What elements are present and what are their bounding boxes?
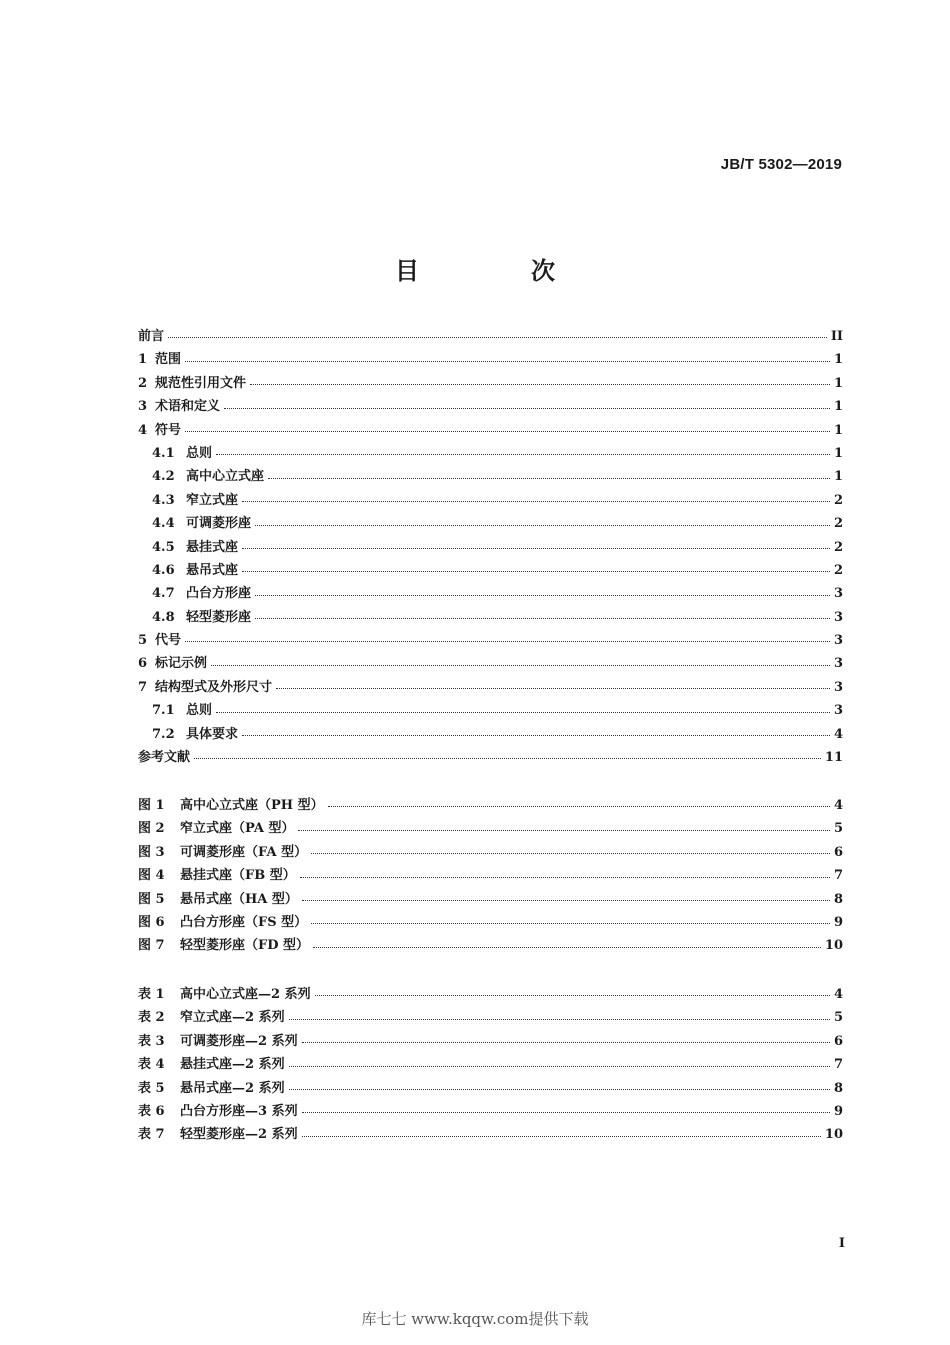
entry-page: 4 <box>833 987 843 1002</box>
dot-leader <box>311 922 830 924</box>
entry-label: 术语和定义 <box>155 399 221 415</box>
entry-label: 参考文献 <box>138 750 191 766</box>
entry-label: 悬挂式座—2 系列 <box>180 1057 285 1073</box>
entry-label: 可调菱形座 <box>186 516 252 532</box>
entry-label: 具体要求 <box>186 726 239 742</box>
entry-number: 图 1 <box>138 798 165 813</box>
standard-code: JB/T 5302—2019 <box>720 156 842 173</box>
dot-leader <box>289 1018 830 1020</box>
entry-number: 表 6 <box>138 1103 165 1119</box>
table-entry[interactable] <box>138 1100 843 1123</box>
dot-leader <box>224 407 830 409</box>
entry-label: 可调菱形座—2 系列 <box>180 1033 298 1049</box>
entry-page: 2 <box>833 539 843 555</box>
entry-page: 1 <box>833 445 843 461</box>
table-entry[interactable] <box>138 1030 843 1053</box>
entry-label: 窄立式座—2 系列 <box>180 1010 285 1026</box>
entry-label: 轻型菱形座—2 系列 <box>180 1127 298 1143</box>
toc-entry[interactable] <box>138 536 843 559</box>
dot-leader <box>255 594 830 596</box>
toc-entry[interactable] <box>138 559 843 582</box>
table-entry[interactable] <box>138 1006 843 1029</box>
entry-label: 悬吊式座（HA 型） <box>180 891 298 907</box>
toc-sections <box>138 325 843 769</box>
toc-figures <box>138 794 843 958</box>
entry-number: 表 5 <box>138 1080 165 1096</box>
entry-label: 悬挂式座（FB 型） <box>180 868 296 884</box>
entry-number: 4.5 <box>152 539 175 555</box>
toc-entry[interactable] <box>138 395 843 418</box>
entry-label: 结构型式及外形尺寸 <box>155 679 273 695</box>
dot-leader <box>255 617 830 619</box>
entry-label: 总则 <box>186 445 213 461</box>
dot-leader <box>289 1065 830 1067</box>
entry-page: 3 <box>833 656 843 672</box>
dot-leader <box>276 687 830 689</box>
dot-leader <box>298 829 830 831</box>
entry-page: 3 <box>833 703 843 719</box>
figure-entry[interactable] <box>138 817 843 840</box>
entry-page: 9 <box>833 1103 843 1119</box>
toc-entry[interactable] <box>138 723 843 746</box>
entry-number: 4.4 <box>152 516 175 532</box>
entry-page: 6 <box>833 844 843 860</box>
dot-leader <box>302 1041 830 1043</box>
entry-number: 表 3 <box>138 1033 165 1049</box>
entry-number: 图 5 <box>138 891 165 907</box>
entry-label: 代号 <box>155 633 182 649</box>
dot-leader <box>185 430 830 432</box>
entry-number: 4.8 <box>152 609 175 625</box>
entry-page: 7 <box>833 1057 843 1073</box>
entry-page: 7 <box>833 868 843 884</box>
entry-label: 轻型菱形座 <box>186 609 252 625</box>
entry-label: 窄立式座 <box>186 492 239 508</box>
entry-label: 悬吊式座 <box>186 562 239 578</box>
entry-label: 凸台方形座（FS 型） <box>180 914 308 930</box>
dot-leader <box>216 453 830 455</box>
entry-number: 7.1 <box>152 703 175 719</box>
entry-page: 6 <box>833 1033 843 1049</box>
entry-number: 图 2 <box>138 821 165 837</box>
entry-number: 1 <box>138 352 148 368</box>
entry-label: 前言 <box>138 329 165 344</box>
download-footer: 库七七 www.kqqw.com提供下载 <box>361 1310 589 1328</box>
entry-label: 凸台方形座 <box>186 586 252 602</box>
entry-number: 表 1 <box>138 987 165 1002</box>
dot-leader <box>268 477 830 479</box>
entry-label: 标记示例 <box>155 656 208 672</box>
toc-entry[interactable] <box>138 629 843 652</box>
dot-leader <box>302 1111 830 1113</box>
figure-entry[interactable] <box>138 794 843 817</box>
entry-number: 4.1 <box>152 445 175 461</box>
dot-leader <box>194 757 821 759</box>
toc-entry[interactable] <box>138 676 843 699</box>
dot-leader <box>242 734 830 736</box>
dot-leader <box>168 336 827 338</box>
toc-entry[interactable] <box>138 512 843 535</box>
entry-page: 1 <box>833 399 843 415</box>
entry-number: 图 3 <box>138 844 165 860</box>
entry-page: 2 <box>833 562 843 578</box>
toc-entry[interactable] <box>138 348 843 371</box>
entry-page: 1 <box>833 422 843 438</box>
entry-page: 9 <box>833 914 843 930</box>
entry-page: 5 <box>833 821 843 837</box>
toc-entry[interactable] <box>138 606 843 629</box>
entry-page: 10 <box>824 938 843 954</box>
toc-entry[interactable] <box>138 582 843 605</box>
figure-entry[interactable] <box>138 864 843 887</box>
dot-leader <box>242 547 830 549</box>
dot-leader <box>302 1135 821 1137</box>
entry-number: 表 7 <box>138 1127 165 1143</box>
entry-page: 3 <box>833 633 843 649</box>
dot-leader <box>242 570 830 572</box>
entry-page: 10 <box>824 1127 843 1143</box>
dot-leader <box>185 360 830 362</box>
entry-number: 4.2 <box>152 469 175 485</box>
toc-entry[interactable] <box>138 442 843 465</box>
dot-leader <box>289 1088 830 1090</box>
entry-label: 高中心立式座（PH 型） <box>180 798 324 813</box>
dot-leader <box>302 899 830 901</box>
entry-page: 3 <box>833 586 843 602</box>
table-entry[interactable] <box>138 1123 843 1146</box>
entry-page: 8 <box>833 1080 843 1096</box>
toc-entry[interactable] <box>138 489 843 512</box>
entry-number: 图 4 <box>138 868 165 884</box>
entry-number: 7.2 <box>152 726 175 742</box>
dot-leader <box>211 664 830 666</box>
entry-page: 3 <box>833 609 843 625</box>
toc-entry[interactable] <box>138 652 843 675</box>
dot-leader <box>255 524 830 526</box>
entry-number: 4 <box>138 422 148 438</box>
figure-entry[interactable] <box>138 888 843 911</box>
table-entry[interactable] <box>138 983 843 1006</box>
toc-entry[interactable] <box>138 419 843 442</box>
entry-page: 11 <box>824 750 843 766</box>
entry-page: II <box>830 329 843 344</box>
entry-number: 4.6 <box>152 562 175 578</box>
entry-number: 表 4 <box>138 1057 165 1073</box>
toc-entry[interactable] <box>138 699 843 722</box>
toc-tables <box>138 983 843 1147</box>
dot-leader <box>250 383 830 385</box>
entry-page: 1 <box>833 469 843 485</box>
toc-entry[interactable] <box>138 325 843 348</box>
entry-label: 凸台方形座—3 系列 <box>180 1103 298 1119</box>
entry-number: 表 2 <box>138 1010 165 1026</box>
entry-page: 4 <box>833 798 843 813</box>
dot-leader <box>242 500 830 502</box>
entry-label: 范围 <box>155 352 182 368</box>
entry-number: 图 6 <box>138 914 165 930</box>
entry-page: 2 <box>833 516 843 532</box>
figure-entry[interactable] <box>138 934 843 957</box>
entry-page: 5 <box>833 1010 843 1026</box>
entry-page: 8 <box>833 891 843 907</box>
entry-label: 轻型菱形座（FD 型） <box>180 938 310 954</box>
entry-page: 4 <box>833 726 843 742</box>
entry-label: 高中心立式座 <box>186 469 265 485</box>
entry-number: 7 <box>138 679 148 695</box>
entry-number: 3 <box>138 399 148 415</box>
entry-number: 4.7 <box>152 586 175 602</box>
toc-title: 目 次 <box>395 257 599 285</box>
dot-leader <box>185 640 830 642</box>
table-entry[interactable] <box>138 1077 843 1100</box>
dot-leader <box>300 876 830 878</box>
entry-page: 1 <box>833 375 843 391</box>
table-entry[interactable] <box>138 1053 843 1076</box>
entry-number: 4.3 <box>152 492 175 508</box>
entry-number: 5 <box>138 633 148 649</box>
entry-number: 2 <box>138 375 148 391</box>
dot-leader <box>311 852 830 854</box>
entry-page: 3 <box>833 679 843 695</box>
toc-entry[interactable] <box>138 465 843 488</box>
toc-entry[interactable] <box>138 746 843 769</box>
entry-label: 高中心立式座—2 系列 <box>180 987 311 1002</box>
entry-number: 图 7 <box>138 938 165 954</box>
page-number: I <box>838 1236 845 1251</box>
entry-page: 2 <box>833 492 843 508</box>
entry-number: 6 <box>138 656 148 672</box>
entry-label: 符号 <box>155 422 182 438</box>
entry-label: 悬挂式座 <box>186 539 239 555</box>
dot-leader <box>313 946 821 948</box>
entry-label: 悬吊式座—2 系列 <box>180 1080 285 1096</box>
figure-entry[interactable] <box>138 911 843 934</box>
dot-leader <box>328 805 830 807</box>
entry-label: 可调菱形座（FA 型） <box>180 844 308 860</box>
dot-leader <box>315 994 830 996</box>
dot-leader <box>216 711 830 713</box>
entry-label: 窄立式座（PA 型） <box>180 821 295 837</box>
entry-page: 1 <box>833 352 843 368</box>
toc-entry[interactable] <box>138 372 843 395</box>
entry-label: 规范性引用文件 <box>155 375 247 391</box>
entry-label: 总则 <box>186 703 213 719</box>
figure-entry[interactable] <box>138 841 843 864</box>
